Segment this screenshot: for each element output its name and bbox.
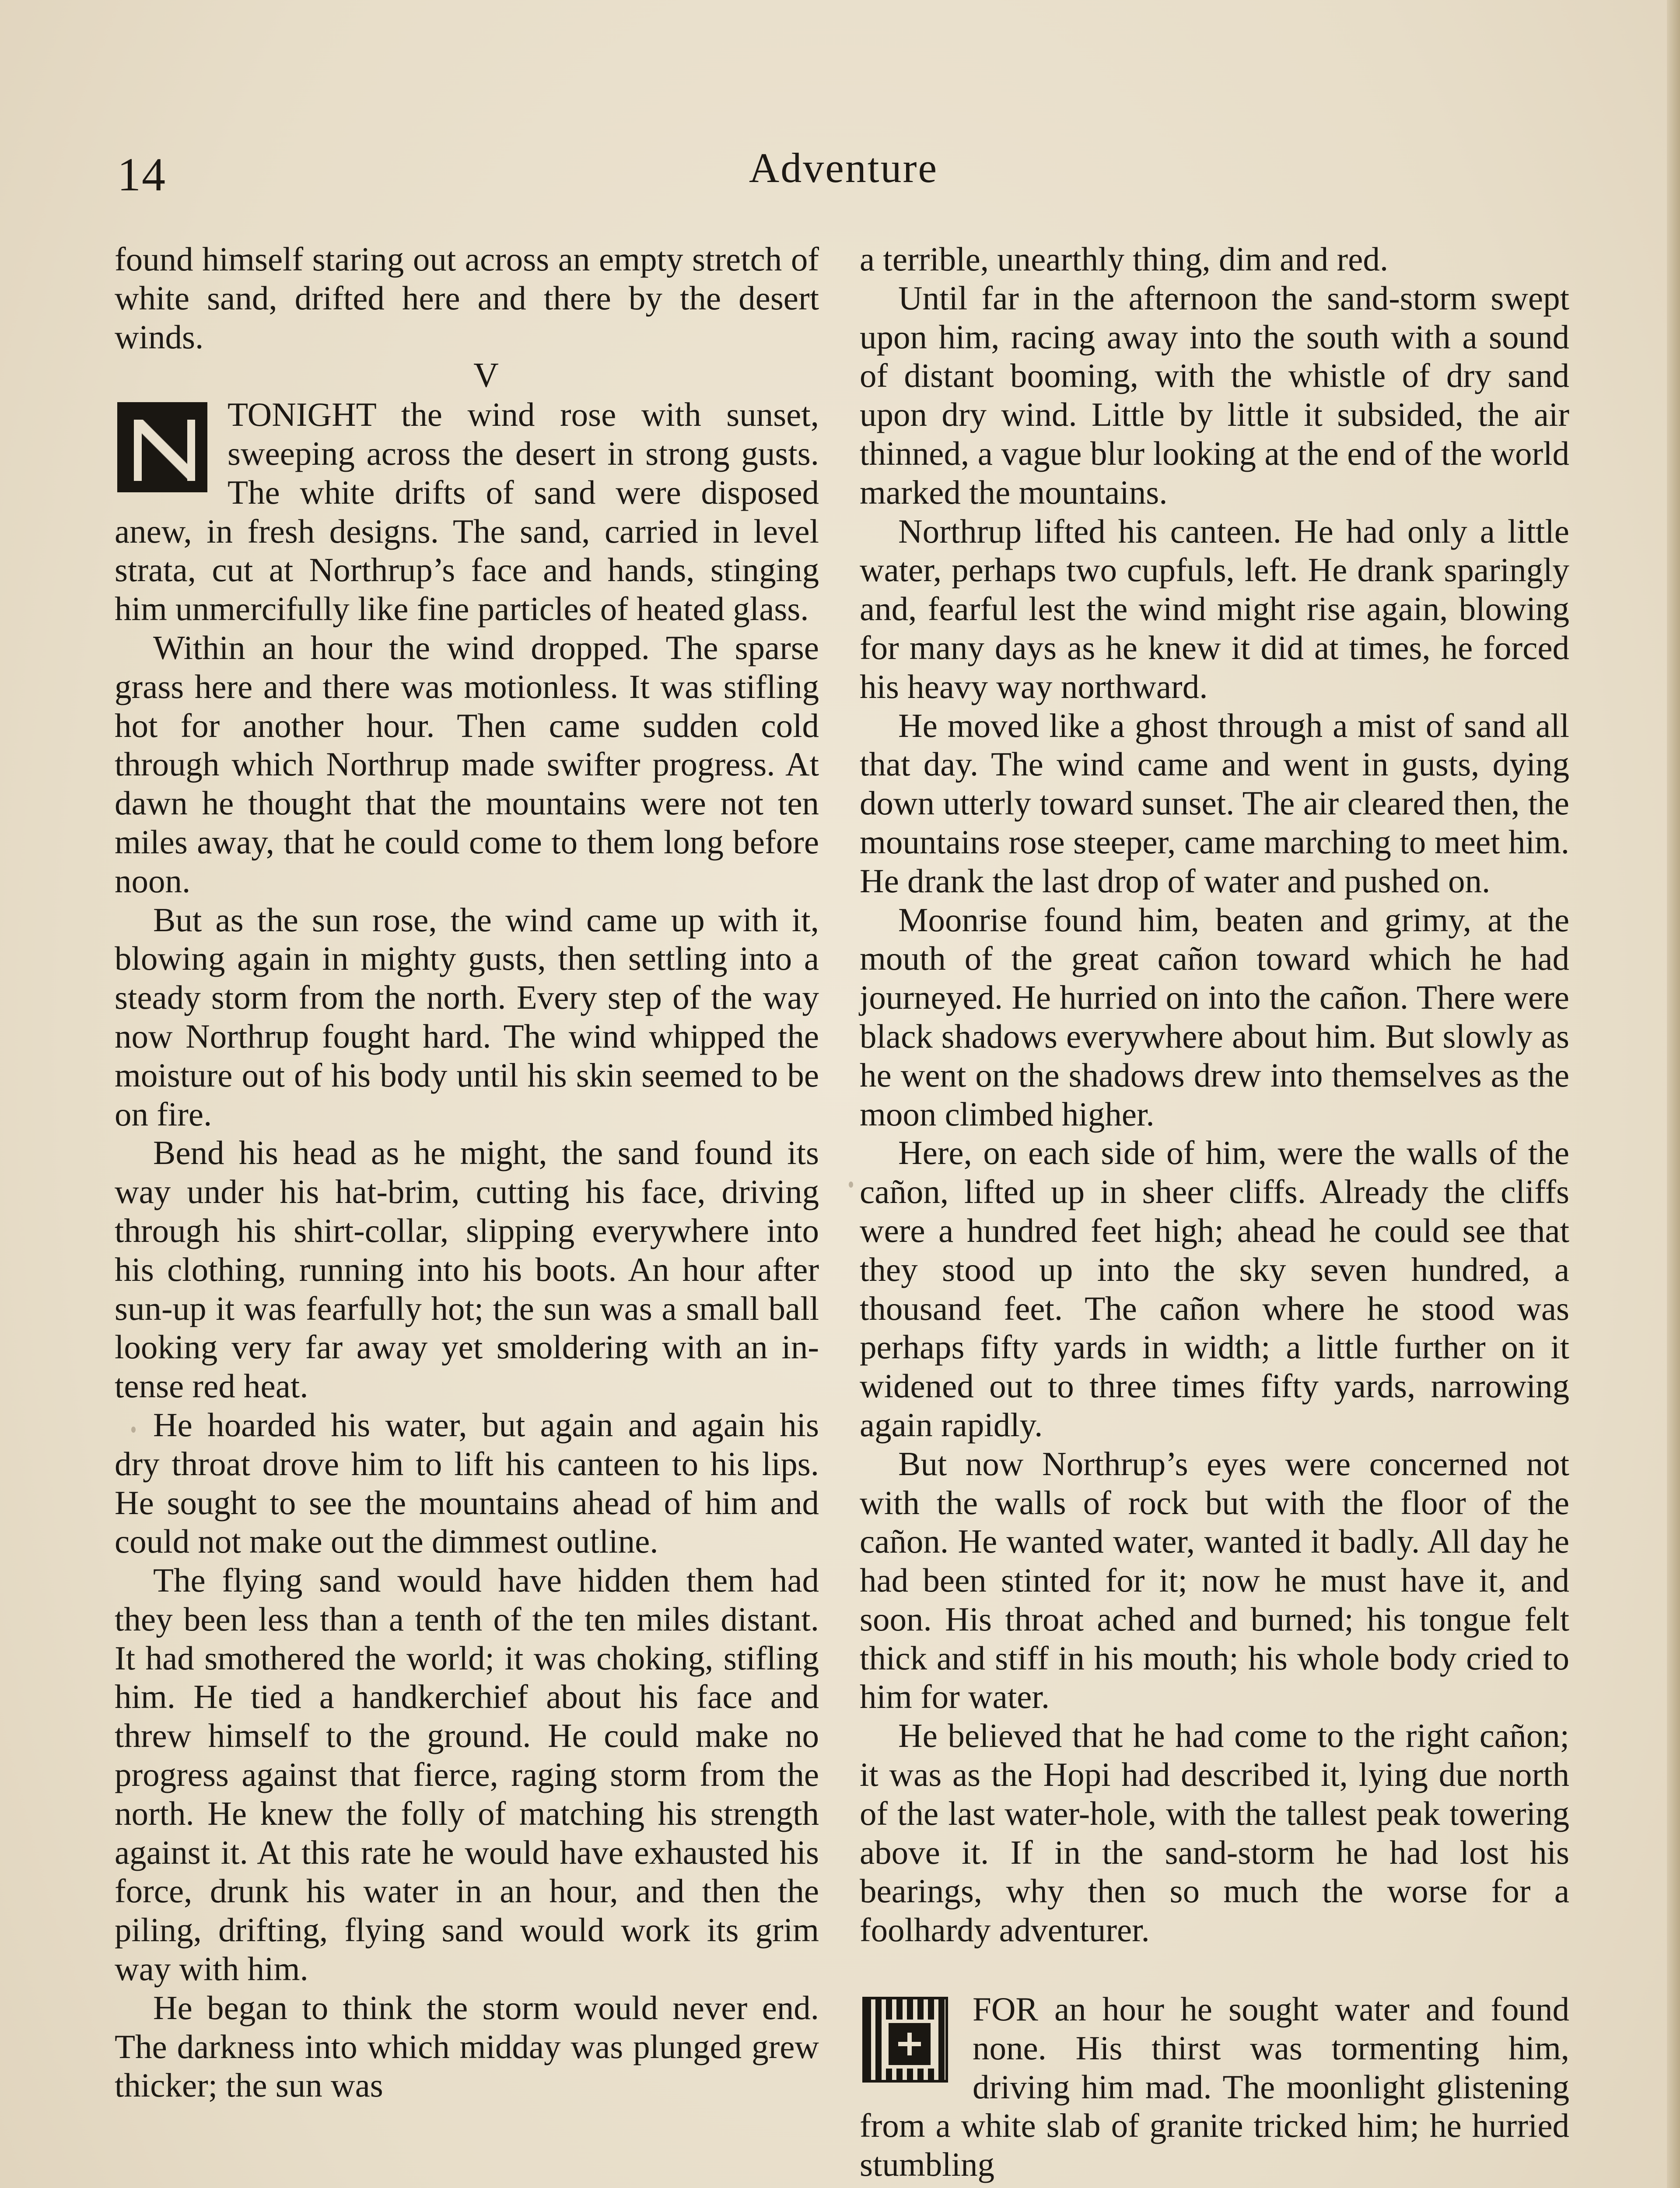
drop-cap-letter-n-icon (134, 420, 195, 481)
paragraph: But now Northrup’s eyes were concerned not with the walls of rock but with the floor of the cañon. He wanted water, wanted it badly. All day he had been stinted for it; now he must have it, and soon. His throat ached and burned; his tongue felt thick and stiff in his mouth; his whole body cried to him for water. (860, 1445, 1569, 1716)
paper-speck (849, 1182, 853, 1188)
paragraph: Northrup lifted his canteen. He had only a little water, perhaps two cupfuls, left. He drank sparingly and, fearful lest the wind might rise again, blowing for many days as he knew it did at times, he forced his heavy way northward. (860, 512, 1569, 705)
paragraph: He believed that he had come to the right cañon; it was as the Hopi had described it, lying due north of the last water-hole, with the tallest peak towering above it. If in the sand-storm he had lost his bearings, why then so much the worse for a foolhardy adventurer. (860, 1717, 1569, 1949)
paragraph: a terrible, unearthly thing, dim and red. (860, 240, 1389, 278)
paragraph: He moved like a ghost through a mist of sand all that day. The wind came and went in gusts, dying down utterly toward sunset. The air cleared then, the mountains rose steeper, came marching to meet him. He drank the last drop of water and pushed on. (860, 706, 1569, 900)
paragraph: Bend his head as he might, the sand found its way under his hat-brim, cutting his face, driving through his shirt-collar, slipping everywhere into his clothing, running into his boots. An hour after sun-up it was fearfully hot; the sun was a small ball looking very far away yet smoldering with an intense red heat. (115, 1134, 819, 1405)
paper-speck (131, 1427, 136, 1433)
dropcap-paragraph (860, 1990, 1569, 2184)
section-heading: V (473, 356, 499, 395)
running-title: Adventure (749, 144, 938, 191)
ornamental-drop-cap-n (115, 400, 210, 495)
paragraph: Moonrise found him, beaten and grimy, at the mouth of the great cañon toward which he had journeyed. He hurried on into the cañon. There were black shadows everywhere about him. But slowly as he went on the shadows drew into themselves as the moon climbed higher. (860, 901, 1569, 1133)
paragraph: He hoarded his water, but again and again his dry throat drove him to lift his canteen to his lips. He sought to see the mountains ahead of him and could not make out the dimmest outline. (115, 1406, 819, 1560)
paragraph-text: TONIGHT the wind rose with sunset, sweeping across the desert in strong gusts. The white drifts of sand were disposed anew, in fresh designs. The sand, carried in level strata, cut at Northrup’s face and hands, stinging him unmercifully like fine particles of heated glass. (115, 396, 819, 628)
drop-cap-cross-icon (898, 2033, 921, 2055)
paragraph: found himself staring out across an empty stretch of white sand, drifted here and there by the desert winds. (115, 240, 819, 356)
left-text-column (115, 240, 819, 2105)
paragraph: Within an hour the wind dropped. The sparse grass here and there was motionless. It was stifling hot for another hour. Then came sudden cold through which Northrup made swifter progress. At dawn he thought that the mountains were not ten miles away, that he could come to them long before noon. (115, 628, 819, 900)
paragraph: He began to think the storm would never end. The darkness into which midday was plunged grew thicker; the sun was (115, 1988, 819, 2104)
page-header (117, 139, 1570, 205)
paragraph: The flying sand would have hidden them had they been less than a tenth of the ten miles distant. It had smothered the world; it was choking, stifling him. He tied a handkerchief about his face and threw himself to the ground. He could make no progress against that fierce, raging storm from the north. He knew the folly of matching his strength against it. At this rate he would have exhausted his force, drunk his water in an hour, and then the piling, drifting, flying sand would work its grim way with him. (115, 1561, 819, 1988)
ornamental-drop-cap-f (860, 1994, 955, 2090)
paragraph: Here, on each side of him, were the walls of the cañon, lifted up in sheer cliffs. Already the cliffs were a hundred feet high; ahead he could see that they stood up into the sky seven hundred, a thousand feet. The cañon where he stood was perhaps fifty yards in width; a little further on it widened out to three times fifty yards, narrowing again rapidly. (860, 1134, 1569, 1444)
paragraph: Until far in the afternoon the sand-storm swept upon him, racing away into the south with a sound of distant booming, with the whistle of dry sand upon dry wind. Little by little it subsided, the air thinned, a vague blur looking at the end of the world marked the mountains. (860, 279, 1569, 511)
paragraph-text: FOR an hour he sought water and found none. His thirst was tormenting him, driving him mad. The moonlight glistening from a white slab of granite tricked him; he hurried stumbling (860, 1990, 1569, 2184)
drop-cap-frame (117, 402, 207, 492)
drop-cap-frame (862, 1997, 948, 2083)
drop-cap-ornament-icon (885, 2020, 934, 2069)
paragraph: But as the sun rose, the wind came up with it, blowing again in mighty gusts, then settling into a steady storm from the north. Every step of the way now Northrup fought hard. The wind whipped the moisture out of his body until his skin seemed to be on fire. (115, 901, 819, 1133)
page-number: 14 (117, 149, 166, 201)
right-text-column (860, 240, 1569, 2184)
page-edge-shadow (1667, 0, 1680, 2188)
dropcap-paragraph (115, 395, 819, 628)
